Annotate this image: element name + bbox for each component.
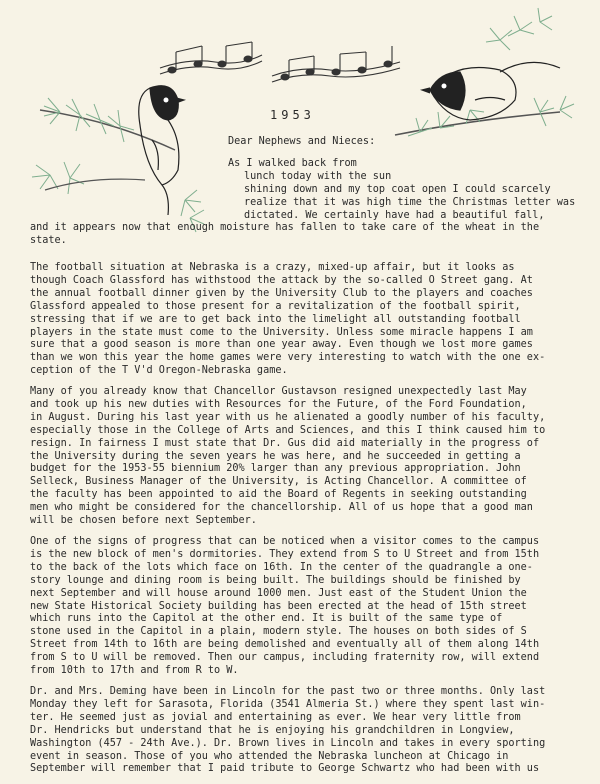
paragraph-line: though Coach Glassford has withstood the attack by the so-called O Street gang. At [30,274,533,286]
paragraph-line: As I walked back from [228,158,357,169]
paragraph-line: especially those in the College of Arts and Sciences, and this I think caused him to [30,424,546,436]
paragraph-line: realize that it was high time the Christmas letter was [244,196,576,208]
paragraph-line: to the back of the lots which face on 16th. In the center of the quadrangle a one- [30,561,533,573]
paragraph-line: from S to U will be removed. Then our campus, including fraternity row, will extend [30,652,540,664]
paragraph-line: in August. During his last year with us he alienated a goodly number of his faculty, [30,411,546,423]
paragraph-line: players in the state must come to the University. Unless some miracle happens I am [30,326,533,338]
paragraph-line: than we won this year the home games were very interesting to watch with the one ex- [30,352,546,364]
paragraph-line: the faculty has been appointed to aid the Board of Regents in seeking outstanding [30,489,527,501]
paragraph-line: and it appears now that enough moisture has fallen to take care of the wheat in the [30,222,540,233]
paragraph-line: Dr. and Mrs. Deming have been in Lincoln for the past two or three months. Only last [30,686,546,697]
paragraph-line: Dr. Hendricks but understand that he is enjoying his grandchildren in Longview, [30,724,515,736]
paragraph-line: from 10th to 17th and from R to W. [30,665,239,677]
paragraph-line: story lounge and dining room is being built. The buildings should be finished by [30,574,521,586]
paragraph-line: men who might be considered for the chancellorship. All of us hope that a good man [30,502,533,514]
paragraph-line: shining down and my top coat open I could scarcely [244,183,551,195]
music-notes-right-icon [272,46,400,82]
paragraph-line: next September and will house around 1000 men. Just east of the Student Union the [30,587,527,599]
paragraph-line: Many of you already know that Chancellor Gustavson resigned unexpectedly last May [30,386,527,397]
letter-year: 1953 [270,108,315,122]
paragraph-line: resign. In fairness I must state that Dr. Gus did aid materially in the progress of [30,437,540,449]
paragraph-football [30,262,545,378]
paragraph-line: new State Historical Society building has been erected at the head of 15th street [30,600,527,612]
paragraph-line: One of the signs of progress that can be noticed when a visitor comes to the campus [30,536,540,547]
paragraph-line: stone used in the Capitol in a plain, modern style. The houses on both sides of S [30,626,527,638]
paragraph-chancellor [30,386,545,528]
paragraph-line: which runs into the Capitol at the other end. It is built of the same type of [30,613,503,625]
paragraph-line: budget for the 1953-55 biennium 20% larger than any previous appropriation. John [30,463,521,475]
paragraph-line: lunch today with the sun [244,170,392,182]
paragraph-deming [30,686,545,776]
pine-branch-right-icon [395,8,574,136]
music-notes-left-icon [160,42,262,74]
chickadee-left-icon [139,86,184,215]
paragraph-line: Glassford appealed to those present for a revitalization of the football spirit, [30,300,521,312]
paragraph-line: event in season. Those of you who attended the Nebraska luncheon at Chicago in [30,750,509,762]
paragraph-line: dictated. We certainly have had a beautiful fall, [244,209,545,221]
pine-branch-left-icon [32,98,204,232]
paragraph-line: September will remember that I paid tribute to George Schwartz who had been with us [30,763,540,775]
paragraph-line: the University during the seven years he was here, and he succeeded in getting a [30,450,521,462]
paragraph-line: sure that a good season is more than one year away. Even though we lost more games [30,339,533,351]
paragraph-line: Monday they left for Sarasota, Florida (3541 Almeria St.) where they spent last win- [30,698,546,710]
paragraph-line: stressing that if we are to get back into the limelight all outstanding football [30,313,521,325]
paragraph-line: is the new block of men's dormitories. They extend from S to U Street and from 15th [30,548,540,560]
paragraph-weather [228,158,575,223]
paragraph-line: Selleck, Business Manager of the University, is Acting Chancellor. A committee of [30,476,527,488]
paragraph-weather-cont [30,222,539,248]
paragraph-campus [30,536,539,678]
paragraph-line: and took up his new duties with Resources for the Future, of the Ford Foundation, [30,398,527,410]
chickadee-right-icon [422,62,560,120]
paragraph-line: state. [30,234,67,246]
paragraph-line: will be chosen before next September. [30,515,257,527]
paragraph-line: ception of the T V'd Oregon-Nebraska game. [30,365,288,377]
paragraph-line: the annual football dinner given by the University Club to the players and coaches [30,287,533,299]
paragraph-line: ter. He seemed just as jovial and entertaining as ever. We hear very little from [30,711,521,723]
paragraph-line: The football situation at Nebraska is a crazy, mixed-up affair, but it looks as [30,262,515,273]
paragraph-line: Street from 14th to 16th are being demolished and eventually all of them along 14th [30,639,540,651]
paragraph-line: Washington (457 - 24th Ave.). Dr. Brown lives in Lincoln and takes in every sporting [30,737,546,749]
salutation: Dear Nephews and Nieces: [228,136,376,147]
